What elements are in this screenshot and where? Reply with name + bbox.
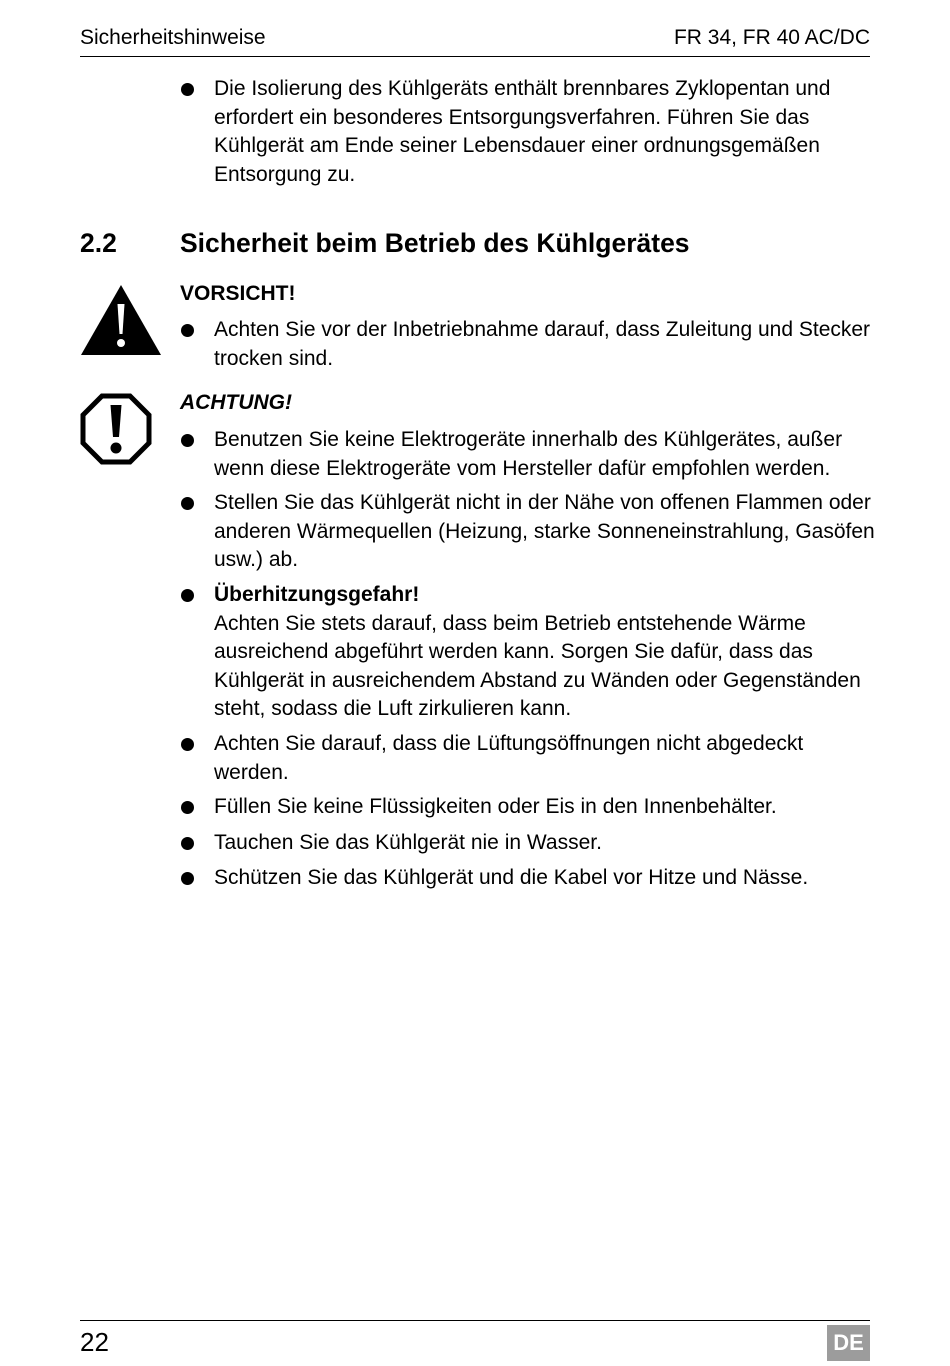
bullet-icon: [181, 872, 194, 885]
language-badge: DE: [827, 1325, 870, 1361]
list-item: [180, 75, 880, 189]
list-item: [180, 829, 880, 858]
page-number: 22: [80, 1327, 109, 1357]
list-item-text: Schützen Sie das Kühlgerät und die Kabel vor Hitze und Nässe.: [214, 866, 809, 890]
list-item-text: Die Isolierung des Kühlgeräts enthält brennbares Zyklopentan und erfordert ein besonderes Entsorgungsverfahren. Führen Sie das Kühlgerät am Ende seiner Lebensdauer einer ordnungsgemäßen Entsorgung zu.: [214, 77, 831, 186]
warning-triangle-icon: [80, 284, 162, 356]
caution-bullet-list: [180, 316, 880, 373]
bullet-icon: [181, 837, 194, 850]
section-number: 2.2: [80, 228, 117, 258]
notice-bullet-list: [180, 426, 880, 893]
bullet-icon: [181, 738, 194, 751]
caution-label: VORSICHT!: [180, 282, 296, 305]
list-item: [180, 864, 880, 893]
page-footer: [80, 1320, 870, 1366]
list-item-text: Achten Sie vor der Inbetriebnahme darauf, dass Zuleitung und Stecker trocken sind.: [214, 318, 871, 370]
list-item: [180, 316, 880, 373]
bullet-icon: [181, 434, 194, 447]
list-item-text: Benutzen Sie keine Elektrogeräte innerhalb des Kühlgerätes, außer wenn diese Elektrogeräte vom Hersteller dafür empfohlen werden.: [214, 428, 843, 480]
bullet-icon: [181, 324, 194, 337]
bullet-icon: [181, 589, 194, 602]
bullet-icon: [181, 801, 194, 814]
list-item-text: Achten Sie darauf, dass die Lüftungsöffnungen nicht abgedeckt werden.: [214, 731, 804, 784]
list-item-text: Stellen Sie das Kühlgerät nicht in der Nähe von offenen Flammen oder anderen Wärmequellen (Heizung, starke Sonneneinstrahlung, Gasöfen usw.) ab.: [214, 491, 875, 572]
overheat-title: Überhitzungsgefahr!: [214, 582, 420, 606]
bullet-icon: [181, 83, 194, 96]
list-item-text: Füllen Sie keine Flüssigkeiten oder Eis in den Innenbehälter.: [214, 795, 777, 819]
exclamation-octagon-icon: [80, 393, 152, 465]
bullet-icon: [181, 497, 194, 510]
intro-bullet-list: [180, 75, 880, 189]
notice-label: ACHTUNG!: [180, 391, 292, 414]
list-item: [180, 581, 880, 724]
list-item: [180, 730, 880, 787]
page-header: [80, 26, 870, 57]
overheat-text: Achten Sie stets darauf, dass beim Betrieb entstehende Wärme ausreichend abgeführt werden kann. Sorgen Sie dafür, dass das Kühlgerät in ausreichendem Abstand zu Wänden oder Gegenständen steht, sodass die Luft zirkulieren kann.: [214, 611, 861, 721]
list-item: [180, 793, 880, 822]
section-title: Sicherheit beim Betrieb des Kühlgerätes: [180, 228, 690, 258]
list-item: [180, 426, 880, 483]
list-item-text: Tauchen Sie das Kühlgerät nie in Wasser.: [214, 830, 602, 854]
header-section-title: Sicherheitshinweise: [80, 26, 266, 49]
header-model-name: FR 34, FR 40 AC/DC: [673, 26, 870, 49]
list-item: [180, 489, 880, 575]
